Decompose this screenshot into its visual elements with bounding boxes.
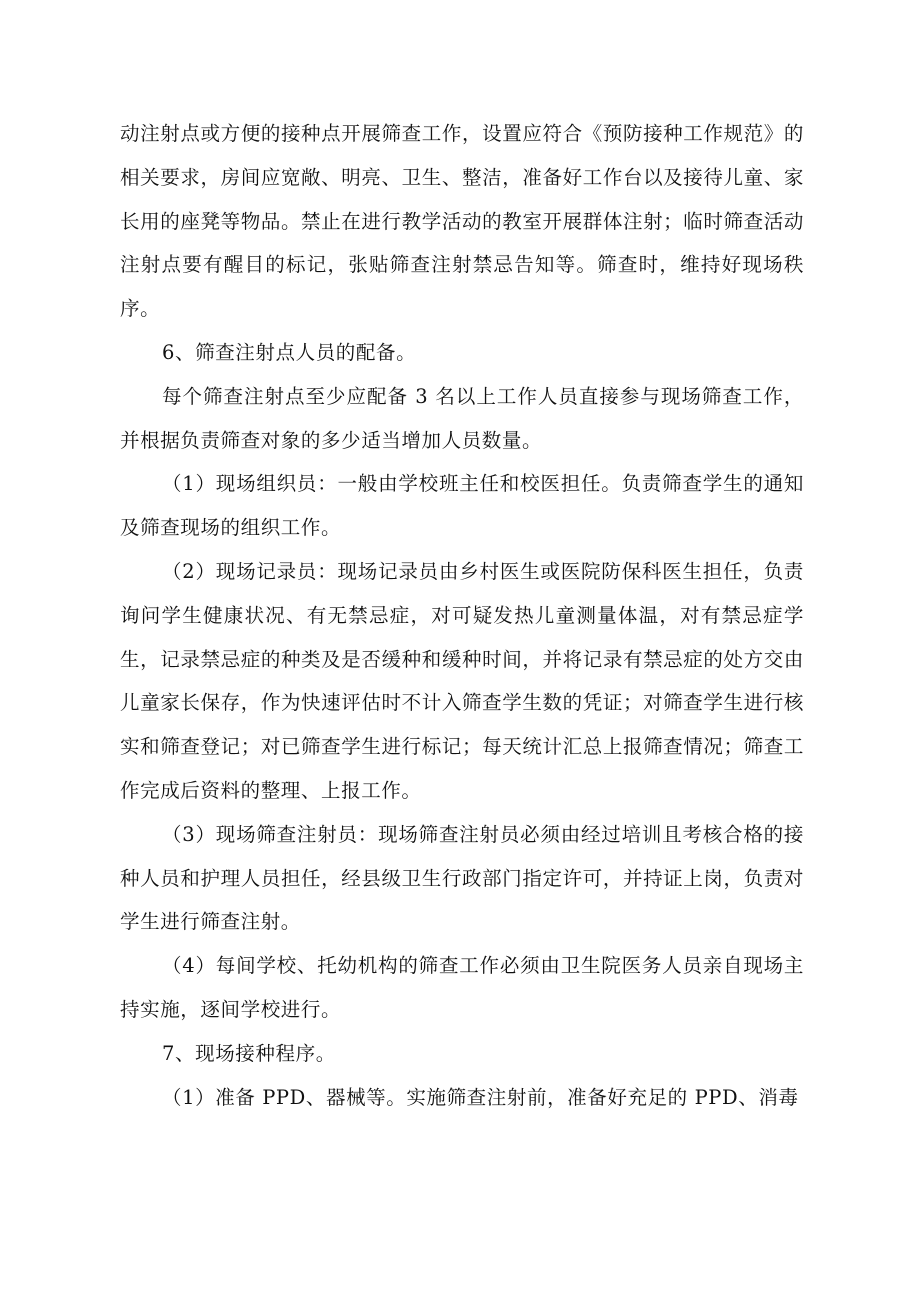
section-heading-7: 7、现场接种程序。 — [162, 1041, 336, 1065]
list-item-recorder: （2）现场记录员：现场记录员由乡村医生或医院防保科医生担任，负责询问学生健康状况、有无禁忌症，对可疑发热儿童测量体温，对有禁忌症学生，记录禁忌症的种类及是否缓种和缓种时间，并将记录有禁忌症的处方交由儿童家长保存，作为快速评估时不计入筛查学生数的凭证；对筛查学生进行核实和筛查登记；对已筛查学生进行标记；每天统计汇总上报筛查情况；筛查工作完成后资料的整理、上报工作。 — [120, 559, 804, 802]
paragraph-staffing: 每个筛查注射点至少应配备 3 名以上工作人员直接参与现场筛查工作，并根据负责筛查对象的多少适当增加人员数量。 — [120, 384, 804, 452]
list-item-supervision: （4）每间学校、托幼机构的筛查工作必须由卫生院医务人员亲自现场主持实施，逐间学校进行。 — [120, 954, 804, 1021]
document-body — [120, 112, 804, 1119]
list-item-injector: （3）现场筛查注射员：现场筛查注射员必须由经过培训且考核合格的接种人员和护理人员担任，经县级卫生行政部门指定许可，并持证上岗，负责对学生进行筛查注射。 — [120, 822, 804, 934]
paragraph-continuation: 动注射点或方便的接种点开展筛查工作，设置应符合《预防接种工作规范》的相关要求，房间应宽敞、明亮、卫生、整洁，准备好工作台以及接待儿童、家长用的座凳等物品。禁止在进行教学活动的教室开展群体注射；临时筛查活动注射点要有醒目的标记，张贴筛查注射禁忌告知等。筛查时，维持好现场秩序。 — [120, 122, 804, 321]
list-item-organizer: （1）现场组织员：一般由学校班主任和校医担任。负责筛查学生的通知及筛查现场的组织工作。 — [120, 472, 804, 540]
list-item-preparation: （1）准备 PPD、器械等。实施筛查注射前，准备好充足的 PPD、消毒 — [162, 1085, 799, 1109]
section-heading-6: 6、筛查注射点人员的配备。 — [162, 340, 417, 364]
